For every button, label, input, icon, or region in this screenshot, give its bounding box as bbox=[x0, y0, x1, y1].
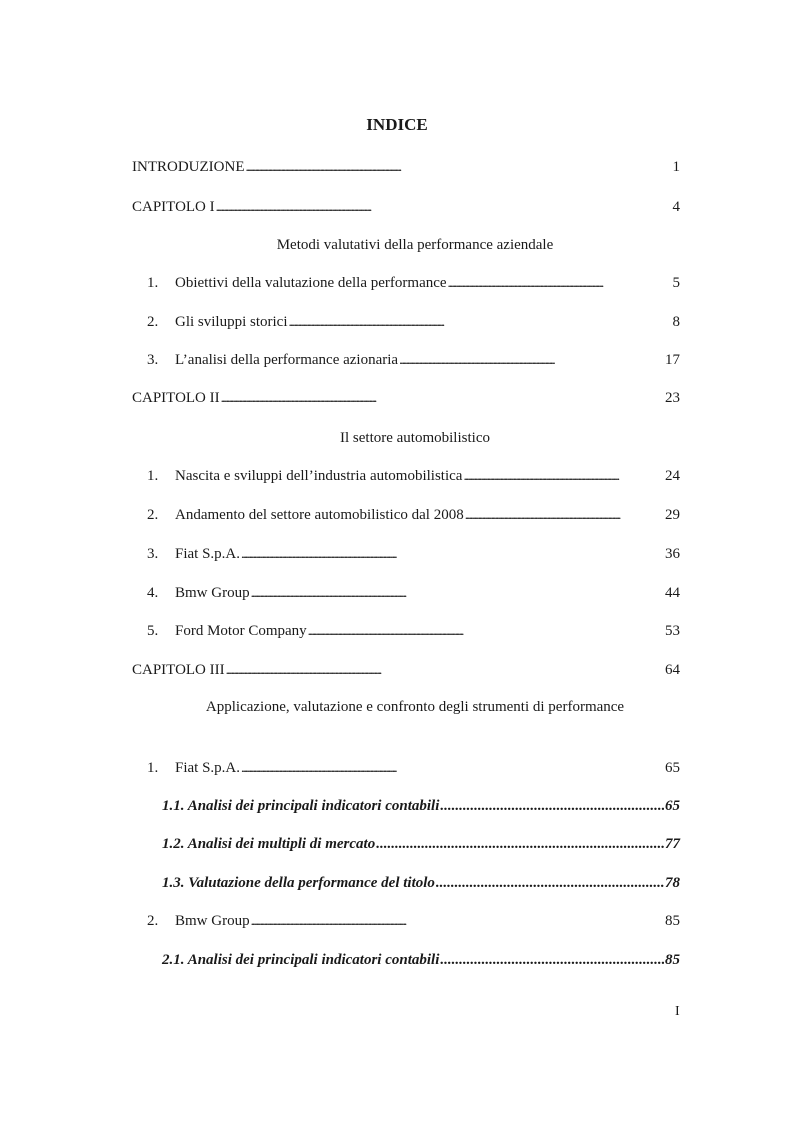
toc-entry-label: 1.3. Valutazione della performance del titolo bbox=[162, 875, 435, 891]
toc-entry-label: CAPITOLO III bbox=[132, 662, 225, 678]
toc-entry[interactable] bbox=[162, 950, 680, 970]
toc-entry-number: 2. bbox=[147, 913, 159, 929]
page-number: I bbox=[675, 1004, 680, 1019]
toc-entry-page: 36 bbox=[665, 546, 680, 562]
toc-entry[interactable] bbox=[162, 873, 680, 893]
dot-leader bbox=[251, 911, 664, 931]
dot-leader bbox=[245, 157, 671, 177]
dot-leader bbox=[399, 350, 664, 370]
toc-entry-label: Ford Motor Company bbox=[175, 623, 307, 639]
toc-entry[interactable] bbox=[162, 834, 680, 854]
toc-entry[interactable] bbox=[132, 197, 680, 217]
toc-entry-page: 5 bbox=[672, 275, 680, 291]
toc-entry[interactable] bbox=[132, 466, 680, 486]
toc-entry-number: 1. bbox=[147, 275, 159, 291]
toc-entry[interactable] bbox=[132, 544, 680, 564]
toc-entry-number: 5. bbox=[147, 623, 159, 639]
toc-entry-page: 44 bbox=[665, 585, 680, 601]
toc-entry-label: Fiat S.p.A. bbox=[175, 546, 241, 562]
toc-entry-number: 3. bbox=[147, 546, 159, 562]
dot-leader bbox=[251, 583, 664, 603]
chapter-subtitle: Applicazione, valutazione e confronto degli strumenti di performance bbox=[205, 699, 625, 715]
toc-entry-label: 2.1. Analisi dei principali indicatori contabili bbox=[162, 952, 440, 968]
toc-entry-page: 24 bbox=[665, 468, 680, 484]
dot-leader bbox=[440, 950, 664, 970]
dot-leader bbox=[216, 197, 672, 217]
toc-entry-page: 78 bbox=[665, 875, 680, 891]
toc-entry-number: 2. bbox=[147, 507, 159, 523]
toc-entry-number: 1. bbox=[147, 468, 159, 484]
toc-entry-number: 2. bbox=[147, 314, 159, 330]
dot-leader bbox=[226, 660, 664, 680]
dot-leader bbox=[436, 873, 664, 893]
dot-leader bbox=[440, 796, 664, 816]
toc-entry-label: INTRODUZIONE bbox=[132, 159, 245, 175]
toc-entry-page: 85 bbox=[665, 952, 680, 968]
toc-entry-page: 53 bbox=[665, 623, 680, 639]
toc-entry[interactable] bbox=[132, 350, 680, 370]
toc-entry[interactable] bbox=[162, 796, 680, 816]
dot-leader bbox=[376, 834, 664, 854]
toc-entry-label: L’analisi della performance azionaria bbox=[175, 352, 399, 368]
toc-entry[interactable] bbox=[132, 273, 680, 293]
toc-entry[interactable] bbox=[132, 583, 680, 603]
toc-entry[interactable] bbox=[132, 758, 680, 778]
dot-leader bbox=[221, 388, 664, 408]
toc-entry-label: 1.1. Analisi dei principali indicatori contabili bbox=[162, 798, 440, 814]
toc-entry-number: 1. bbox=[147, 760, 159, 776]
toc-entry-page: 23 bbox=[665, 390, 680, 406]
dot-leader bbox=[448, 273, 672, 293]
toc-entry-label: CAPITOLO II bbox=[132, 390, 220, 406]
toc-entry[interactable] bbox=[132, 660, 680, 680]
dot-leader bbox=[465, 505, 664, 525]
toc-entry[interactable] bbox=[132, 505, 680, 525]
chapter-subtitle: Metodi valutativi della performance aziendale bbox=[276, 237, 554, 253]
page-title: INDICE bbox=[366, 115, 428, 134]
toc-entry-label: Nascita e sviluppi dell’industria automobilistica bbox=[175, 468, 463, 484]
toc-entry[interactable] bbox=[132, 157, 680, 177]
toc-entry-page: 29 bbox=[665, 507, 680, 523]
toc-entry[interactable] bbox=[132, 911, 680, 931]
toc-entry[interactable] bbox=[132, 388, 680, 408]
toc-entry-label: Obiettivi della valutazione della performance bbox=[175, 275, 447, 291]
toc-entry-label: Bmw Group bbox=[175, 913, 250, 929]
toc-entry-label: Gli sviluppi storici bbox=[175, 314, 288, 330]
toc-entry-page: 65 bbox=[665, 798, 680, 814]
dot-leader bbox=[241, 758, 664, 778]
toc-entry-page: 17 bbox=[665, 352, 680, 368]
dot-leader bbox=[241, 544, 664, 564]
toc-entry-label: 1.2. Analisi dei multipli di mercato bbox=[162, 836, 376, 852]
toc-entry-label: Bmw Group bbox=[175, 585, 250, 601]
toc-entry-page: 4 bbox=[672, 199, 680, 215]
dot-leader bbox=[463, 466, 664, 486]
toc-entry-label: Fiat S.p.A. bbox=[175, 760, 241, 776]
dot-leader bbox=[289, 312, 672, 332]
toc-entry[interactable] bbox=[132, 312, 680, 332]
toc-entry-number: 4. bbox=[147, 585, 159, 601]
chapter-subtitle: Il settore automobilistico bbox=[340, 430, 490, 446]
toc-entry-number: 3. bbox=[147, 352, 159, 368]
toc-entry-label: CAPITOLO I bbox=[132, 199, 215, 215]
toc-entry-page: 77 bbox=[665, 836, 680, 852]
toc-entry-page: 64 bbox=[665, 662, 680, 678]
toc-entry-page: 65 bbox=[665, 760, 680, 776]
toc-entry[interactable] bbox=[132, 621, 680, 641]
toc-entry-page: 85 bbox=[665, 913, 680, 929]
toc-entry-label: Andamento del settore automobilistico dal 2008 bbox=[175, 507, 464, 523]
dot-leader bbox=[308, 621, 664, 641]
toc-entry-page: 1 bbox=[672, 159, 680, 175]
toc-entry-page: 8 bbox=[672, 314, 680, 330]
